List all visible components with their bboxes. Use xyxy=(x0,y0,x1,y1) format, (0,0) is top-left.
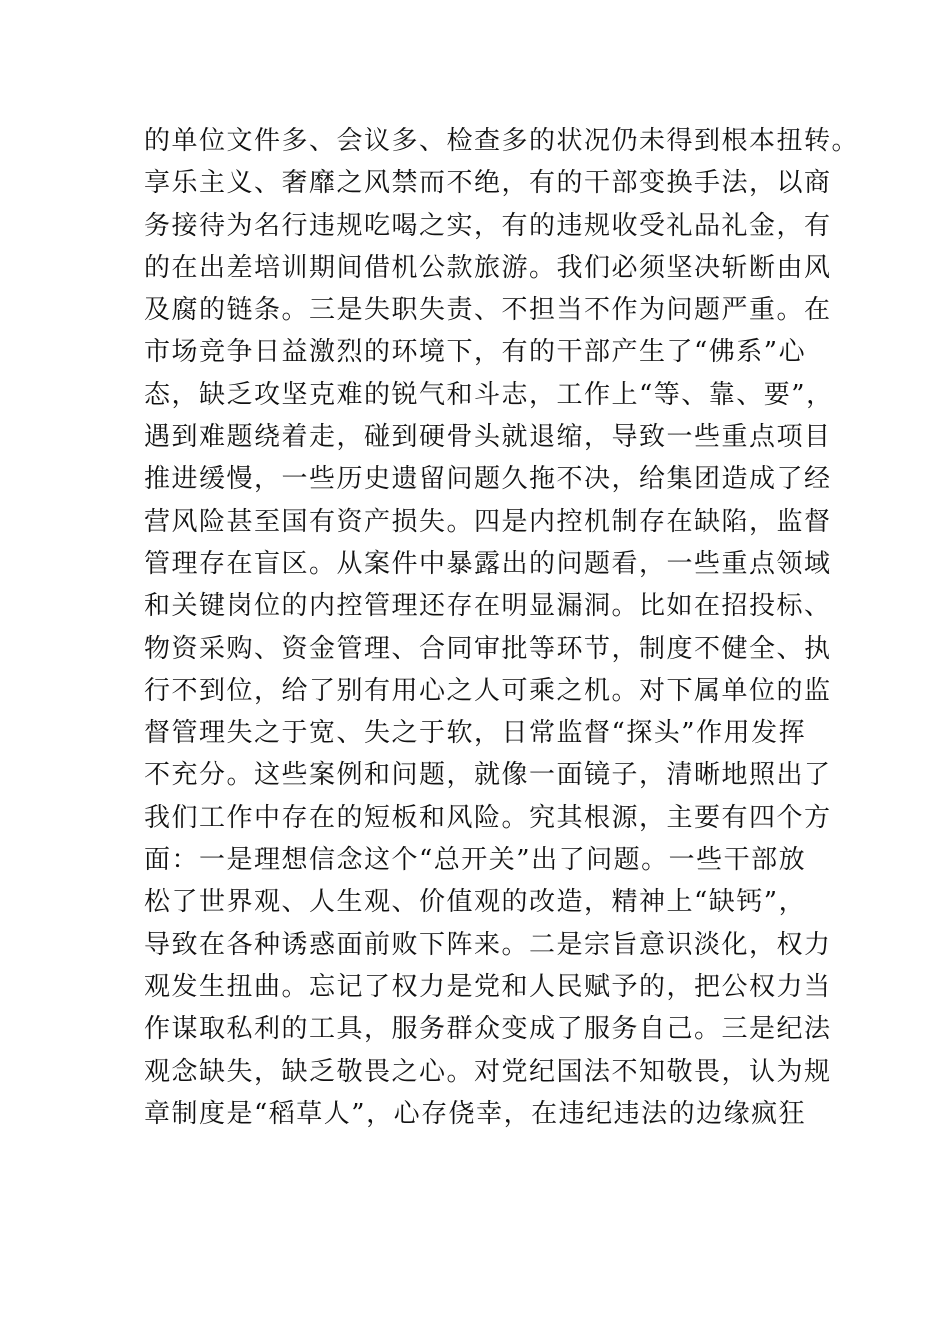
text-line: 遇到难题绕着走，碰到硬骨头就退缩，导致一些重点项目 xyxy=(144,422,832,453)
text-line: 务接待为名行违规吃喝之实，有的违规收受礼品礼金，有 xyxy=(144,210,832,241)
text-line: 和关键岗位的内控管理还存在明显漏洞。比如在招投标、 xyxy=(144,591,832,622)
text-line: 态，缺乏攻坚克难的锐气和斗志，工作上“等、靠、要”， xyxy=(144,379,834,410)
text-line: 松了世界观、人生观、价值观的改造，精神上“缺钙”， xyxy=(144,887,807,918)
text-line: 的单位文件多、会议多、检查多的状况仍未得到根本扭转。 xyxy=(144,126,860,156)
text-line: 享乐主义、奢靡之风禁而不绝，有的干部变换手法，以商 xyxy=(144,168,832,199)
text-line: 市场竞争日益激烈的环境下，有的干部产生了“佛系”心 xyxy=(144,337,807,368)
text-line: 导致在各种诱惑面前败下阵来。二是宗旨意识淡化，权力 xyxy=(144,929,832,960)
body-text xyxy=(144,120,860,1135)
text-line: 物资采购、资金管理、合同审批等环节，制度不健全、执 xyxy=(144,633,832,664)
text-line: 不充分。这些案例和问题，就像一面镜子，清晰地照出了 xyxy=(144,760,832,791)
text-line: 面：一是理想信念这个“总开关”出了问题。一些干部放 xyxy=(144,845,807,876)
text-line: 推进缓慢，一些历史遗留问题久拖不决，给集团造成了经 xyxy=(144,464,832,495)
text-line: 管理存在盲区。从案件中暴露出的问题看，一些重点领域 xyxy=(144,548,832,579)
text-line: 营风险甚至国有资产损失。四是内控机制存在缺陷，监督 xyxy=(144,506,832,537)
text-line: 督管理失之于宽、失之于软，日常监督“探头”作用发挥 xyxy=(144,718,807,749)
text-line: 观发生扭曲。忘记了权力是党和人民赋予的，把公权力当 xyxy=(144,971,832,1002)
text-line: 章制度是“稻草人”，心存侥幸，在违纪违法的边缘疯狂 xyxy=(144,1098,807,1129)
text-line: 我们工作中存在的短板和风险。究其根源，主要有四个方 xyxy=(144,802,832,833)
text-line: 观念缺失，缺乏敬畏之心。对党纪国法不知敬畏，认为规 xyxy=(144,1056,832,1087)
text-line: 的在出差培训期间借机公款旅游。我们必须坚决斩断由风 xyxy=(144,252,832,283)
text-line: 作谋取私利的工具，服务群众变成了服务自己。三是纪法 xyxy=(144,1014,832,1045)
text-line: 行不到位，给了别有用心之人可乘之机。对下属单位的监 xyxy=(144,675,832,706)
text-line: 及腐的链条。三是失职失责、不担当不作为问题严重。在 xyxy=(144,295,832,326)
